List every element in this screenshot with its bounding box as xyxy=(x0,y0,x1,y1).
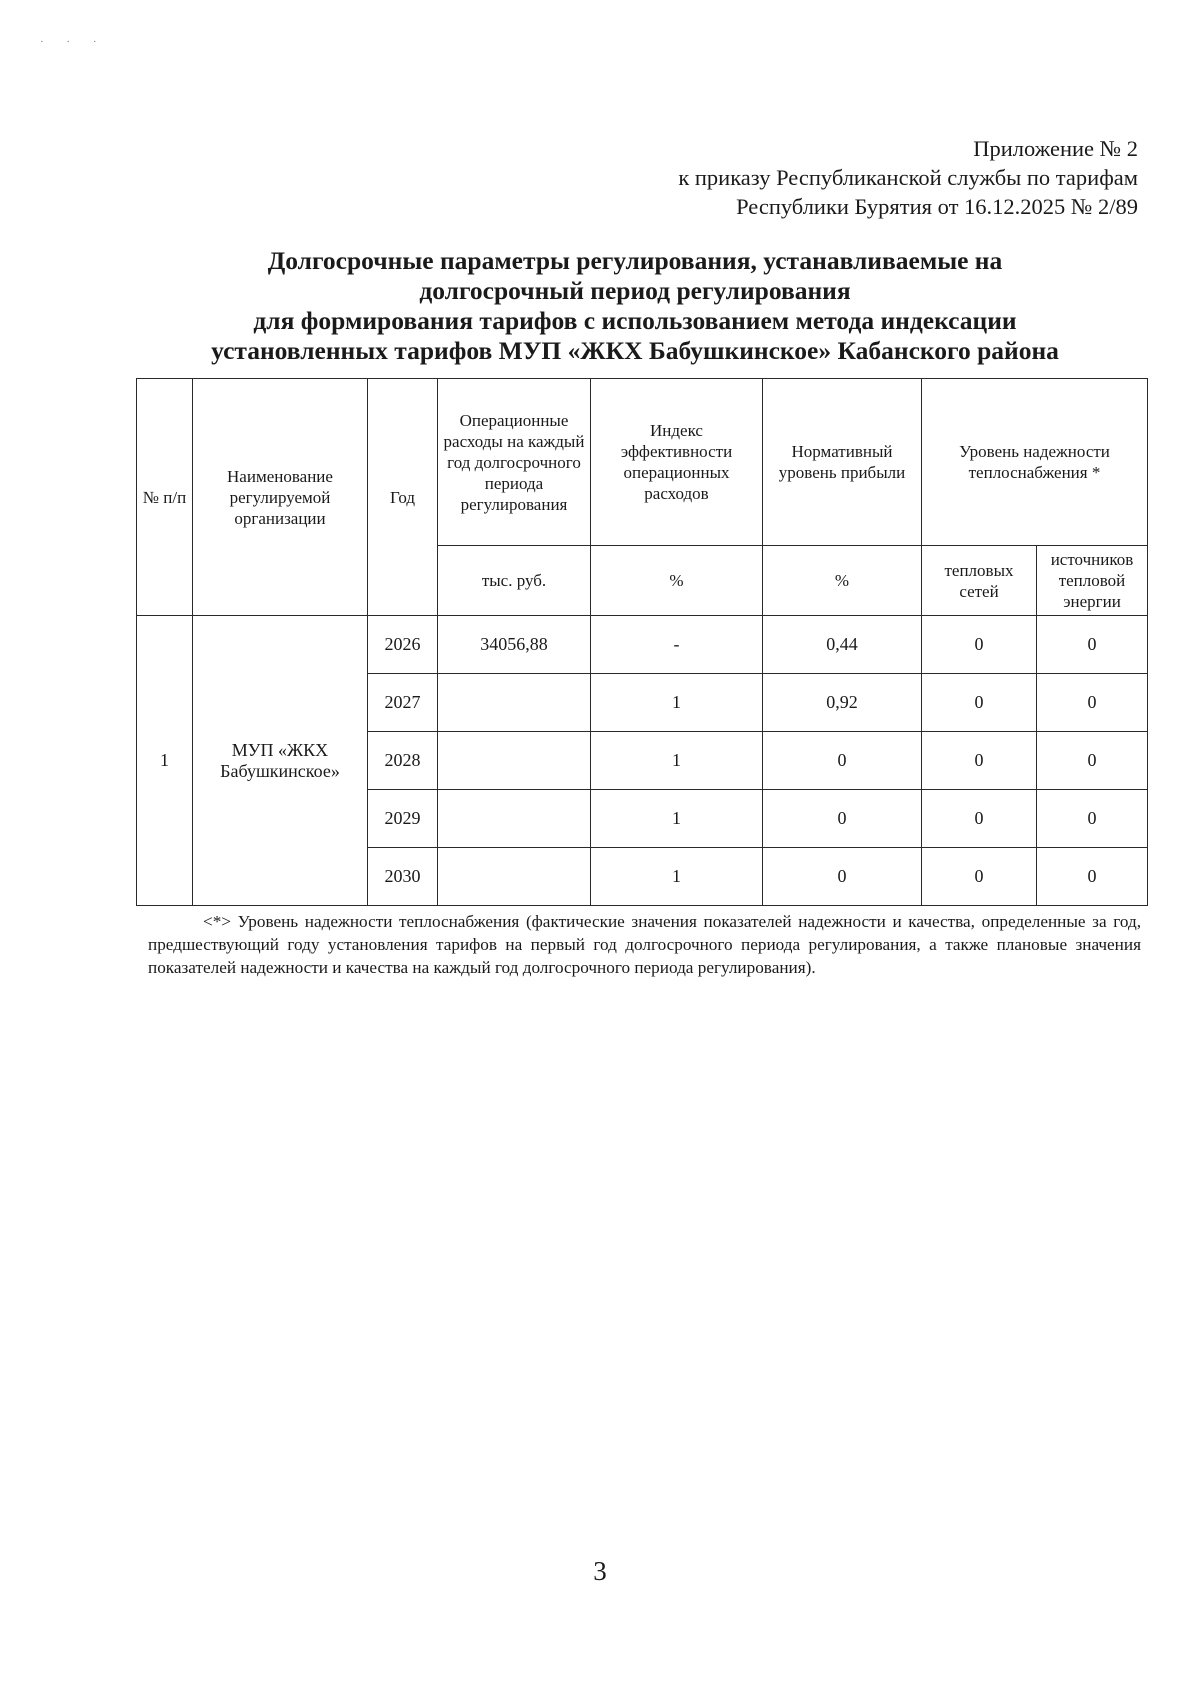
cell-opex: 34056,88 xyxy=(438,616,591,674)
unit-thousand-rubles: тыс. руб. xyxy=(438,546,591,616)
cell-year: 2030 xyxy=(368,848,438,906)
cell-profit: 0 xyxy=(763,848,922,906)
unit-percent-efficiency: % xyxy=(591,546,763,616)
cell-heat-networks: 0 xyxy=(922,732,1037,790)
reliability-footnote: <*> Уровень надежности теплоснабжения (фактические значения показателей надежности и качества, определенные за год, предшествующий году установления тарифов на первый год долгосрочного периода регулирования, а также плановые значения показателей надежности и качества на каждый год долгосрочного периода регулирования). xyxy=(148,912,1141,977)
appendix-header xyxy=(678,134,1138,221)
appendix-order-reference: к приказу Республиканской службы по тарифам xyxy=(678,165,1138,190)
table-row xyxy=(137,616,1148,674)
cell-profit: 0 xyxy=(763,790,922,848)
cell-heat-networks: 0 xyxy=(922,790,1037,848)
cell-efficiency: 1 xyxy=(591,790,763,848)
title-line-4: установленных тарифов МУП «ЖКХ Бабушкинское» Кабанского района xyxy=(211,336,1059,365)
header-number: № п/п xyxy=(137,379,193,616)
title-line-2: долгосрочный период регулирования xyxy=(419,276,851,305)
page-number: 3 xyxy=(593,1556,607,1586)
cell-opex xyxy=(438,790,591,848)
cell-heat-sources: 0 xyxy=(1037,790,1148,848)
header-year: Год xyxy=(368,379,438,616)
scan-artifact-mark: · · · xyxy=(40,36,107,48)
header-organization: Наименование регулируемой организации xyxy=(193,379,368,616)
document-title xyxy=(130,246,1140,366)
table-header-row xyxy=(137,379,1148,546)
cell-org-number: 1 xyxy=(137,616,193,906)
appendix-order-date-number: Республики Бурятия от 16.12.2025 № 2/89 xyxy=(736,194,1138,219)
cell-year: 2027 xyxy=(368,674,438,732)
cell-efficiency: 1 xyxy=(591,674,763,732)
header-heat-networks: тепловых сетей xyxy=(922,546,1037,616)
title-line-3: для формирования тарифов с использованием метода индексации xyxy=(253,306,1017,335)
header-reliability-level: Уровень надежности теплоснабжения * xyxy=(922,379,1148,546)
cell-efficiency: - xyxy=(591,616,763,674)
header-efficiency-index: Индекс эффективности операционных расходов xyxy=(591,379,763,546)
cell-heat-sources: 0 xyxy=(1037,674,1148,732)
cell-year: 2028 xyxy=(368,732,438,790)
cell-opex xyxy=(438,848,591,906)
cell-profit: 0 xyxy=(763,732,922,790)
cell-heat-networks: 0 xyxy=(922,674,1037,732)
title-line-1: Долгосрочные параметры регулирования, устанавливаемые на xyxy=(267,246,1003,275)
header-operating-expenses: Операционные расходы на каждый год долгосрочного периода регулирования xyxy=(438,379,591,546)
appendix-title: Приложение № 2 xyxy=(973,136,1138,161)
cell-opex xyxy=(438,674,591,732)
regulation-parameters-table xyxy=(136,378,1148,906)
cell-opex xyxy=(438,732,591,790)
header-heat-sources: источников тепловой энергии xyxy=(1037,546,1148,616)
cell-org-name: МУП «ЖКХ Бабушкинское» xyxy=(193,616,368,906)
cell-year: 2026 xyxy=(368,616,438,674)
cell-heat-networks: 0 xyxy=(922,616,1037,674)
cell-heat-sources: 0 xyxy=(1037,732,1148,790)
cell-heat-sources: 0 xyxy=(1037,848,1148,906)
cell-efficiency: 1 xyxy=(591,732,763,790)
cell-profit: 0,92 xyxy=(763,674,922,732)
cell-heat-networks: 0 xyxy=(922,848,1037,906)
cell-year: 2029 xyxy=(368,790,438,848)
header-profit-level: Нормативный уровень прибыли xyxy=(763,379,922,546)
unit-percent-profit: % xyxy=(763,546,922,616)
cell-profit: 0,44 xyxy=(763,616,922,674)
cell-efficiency: 1 xyxy=(591,848,763,906)
cell-heat-sources: 0 xyxy=(1037,616,1148,674)
